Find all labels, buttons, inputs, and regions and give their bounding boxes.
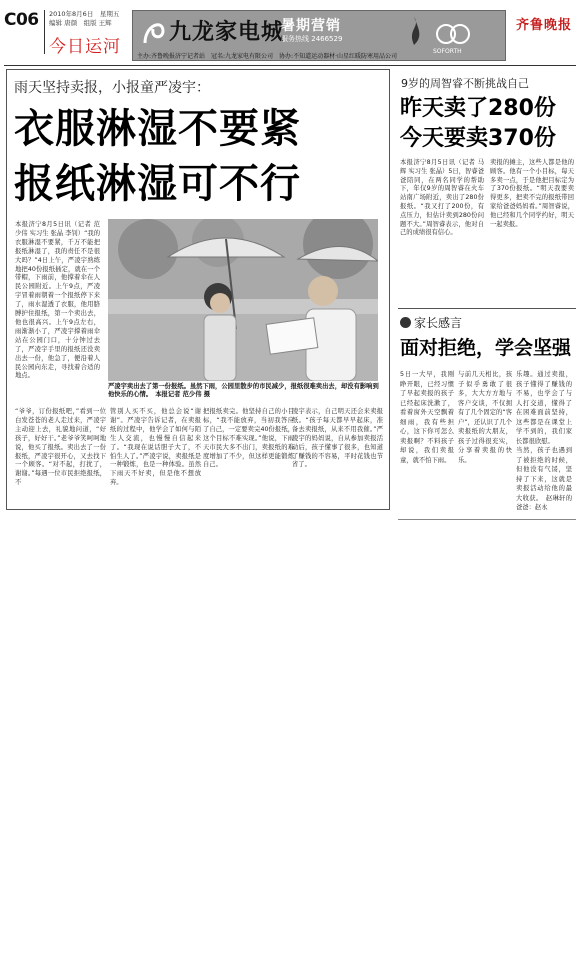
ad-hotline-label: 服务热线: [281, 35, 309, 43]
ad-brand: 九龙家电城: [169, 19, 285, 45]
left-article-kicker: 雨天坚持卖报，小报童严凌宇：: [14, 80, 210, 96]
ad-promo: 暑期营销: [281, 18, 341, 34]
left-article-title-line2: 报纸淋湿可不行: [14, 161, 301, 207]
page-number: C06: [4, 10, 39, 30]
header-divider: [44, 10, 45, 54]
bottom-rule: [398, 519, 576, 520]
section-bullet-icon: [400, 317, 411, 328]
photo-illustration: [108, 219, 378, 381]
parent-comment-column-2: 与前几天相比，孩子似乎勇敢了很多，大大方方地与客户交谈，不仅拥有了几个固定的“客户”，还认识了几个卖报纸的大朋友，孩子过得很充实，分享着卖报的快乐。: [458, 371, 512, 464]
issue-meta: [49, 10, 129, 28]
newspaper-masthead: 齐鲁晚报: [516, 18, 573, 33]
brand-logo-icon: [433, 21, 473, 47]
right-article-column-1: 本报济宁8月5日讯（记者 马辉 实习生 张晶）5日，智睿爸爸陪同，在两名同学的帮助下，年仅9岁的周智睿在火车站南广场附近，卖出了280份报纸。“我又打了200份，有点压力，但估计卖到280份问题不大。”周智睿表示，他对自己的成绩很有信心。: [400, 159, 484, 237]
right-article-headline-1: 昨天卖了280份: [400, 96, 556, 121]
right-article-headline-2: 今天要卖370份: [400, 126, 556, 151]
left-article-column-1: “爷爷，订份报纸吧，”看到一位白发苍苍的老人走过来，严凌宇主动迎上去，礼貌地问道，“好孩子，好好干。”老爷爷笑呵呵地说，他买了报纸。卖出去了一份报纸，严凌宇很开心，又去找下一个顾客。“对不起，打扰了，谢谢。”每遇一位市民拒绝报纸，不: [15, 408, 106, 487]
parent-comment-column-3: 乐趣。通过卖报，孩子懂得了赚钱的不易，也学会了与人打交道，懂得了在困难面前坚持，这些都是在课堂上学不到的，我们家长都很欣慰。: [516, 371, 572, 444]
left-article-title-line1: 衣服淋湿不要紧: [14, 106, 301, 152]
left-article-column-4: 凌宇表示，自己明天还会来卖报纸。“孩子每天都早早起床，准备去卖报纸，从来不用我催。”严凌宇的妈妈说，自从参加卖报活动后，孩子懂事了很多，也知道了赚钱的不容易，平时花钱也节省了。: [292, 408, 383, 469]
ad-hotline-number: 2466529: [311, 35, 343, 43]
swirl-decoration-icon: [141, 15, 167, 47]
column-name: 今日运河: [49, 37, 121, 57]
ad-hotline: [281, 34, 342, 44]
section-divider: [398, 308, 576, 309]
news-photo: [108, 219, 378, 381]
right-article-column-2: 卖报的摊主，这些人都是他的顾客。他有一个小目标，每天多卖一点，于是他把目标定为了370份报纸。“明天我要卖得更多，把卖不完的报纸带回家给爸爸妈妈看。”周智睿说，他已经和几个同学约好，明天一起卖报。: [490, 159, 574, 228]
left-article-column-2: 管别人买不买，他总会说“谢谢”。严凌宇告诉记者，在卖报纸的过程中，他学会了如何与陌生人交流，也慢慢自信起来了。“我现在说话胆子大了，不怕生人了。”严凌宇说，卖报纸是一种锻炼，也是一种体验。虽然下雨天不好卖，但是他不想放弃。: [110, 408, 201, 487]
issue-editors: 编辑 唐颜 组版 王辉: [49, 19, 112, 27]
photo-caption: 严凌宇卖出去了第一份报纸。虽然下雨，公园里散步的市民减少，报纸很难卖出去，却没有影响到他快乐的心情。 本报记者 范少伟 摄: [108, 383, 379, 398]
advertisement-banner: [132, 10, 506, 61]
ad-logo-text: SOFORTH: [433, 48, 462, 55]
parent-comment-column-1: 5日一大早，我刚睁开眼，已经习惯了早起卖报的孩子已经起床洗漱了，看着窗外天空飘着细雨，我有些担心，这下你可怎么卖报啊？不料孩子却说，我们卖报童，就不怕下雨。: [400, 371, 454, 464]
left-article-column-3: 把报纸卖完。他坚持自己的小目标，“我不能放弃，当初我答应了自己，一定要卖完40份报纸，这个目标不难实现。”他说，下雨天市民大多不出门，卖报纸的难度增加了不少，但这样更能锻炼自己。: [203, 408, 294, 469]
parent-comment-column-4: 当然，孩子也遇到了被拒绝的时候，但他没有气馁，坚持了下来，这就是卖报活动给他的最大收获。 赵琳轩的爸爸：赵永: [516, 447, 572, 511]
left-article-lead: 本报济宁8月5日讯（记者 范少伟 实习生 张晶 李钊）“我的衣服淋湿不要紧，千万不能把报纸淋湿了，我的责任不是很大吗？”4日上午，严凌宇熟练地把40份报纸插定，就在一个带帽，下雨前，他撑着伞在人民公园附近。上午9点，严凌宇冒着雨朝着一个报纸停下来了，雨水湿透了衣服，他用胳膊护住报纸，第一个卖出去，他也很高兴。上午9点左右，雨渐渐小了，严凌宇撑着雨伞站在公园门口，十分钟过去了，严凌宇手里的报纸还没卖出去一份，他急了，便沿着人民公园向东走，寻找着合适的地点。: [15, 221, 100, 380]
header-rule: [4, 65, 576, 66]
ad-sponsor-line: 主办:齐鲁晚报济宁记者站 冠名:九龙家电有限公司 协办:不知道运动器材·山星红暖防寒用品公司: [137, 53, 397, 60]
right-article-subtitle: 9岁的周智睿不断挑战自己: [401, 77, 529, 90]
section-label: 家长感言: [414, 316, 463, 330]
section-title: 面对拒绝，学会坚强: [400, 337, 572, 359]
issue-date: 2010年8月6日 星期五: [49, 10, 120, 18]
flame-decoration-icon: [403, 15, 425, 47]
